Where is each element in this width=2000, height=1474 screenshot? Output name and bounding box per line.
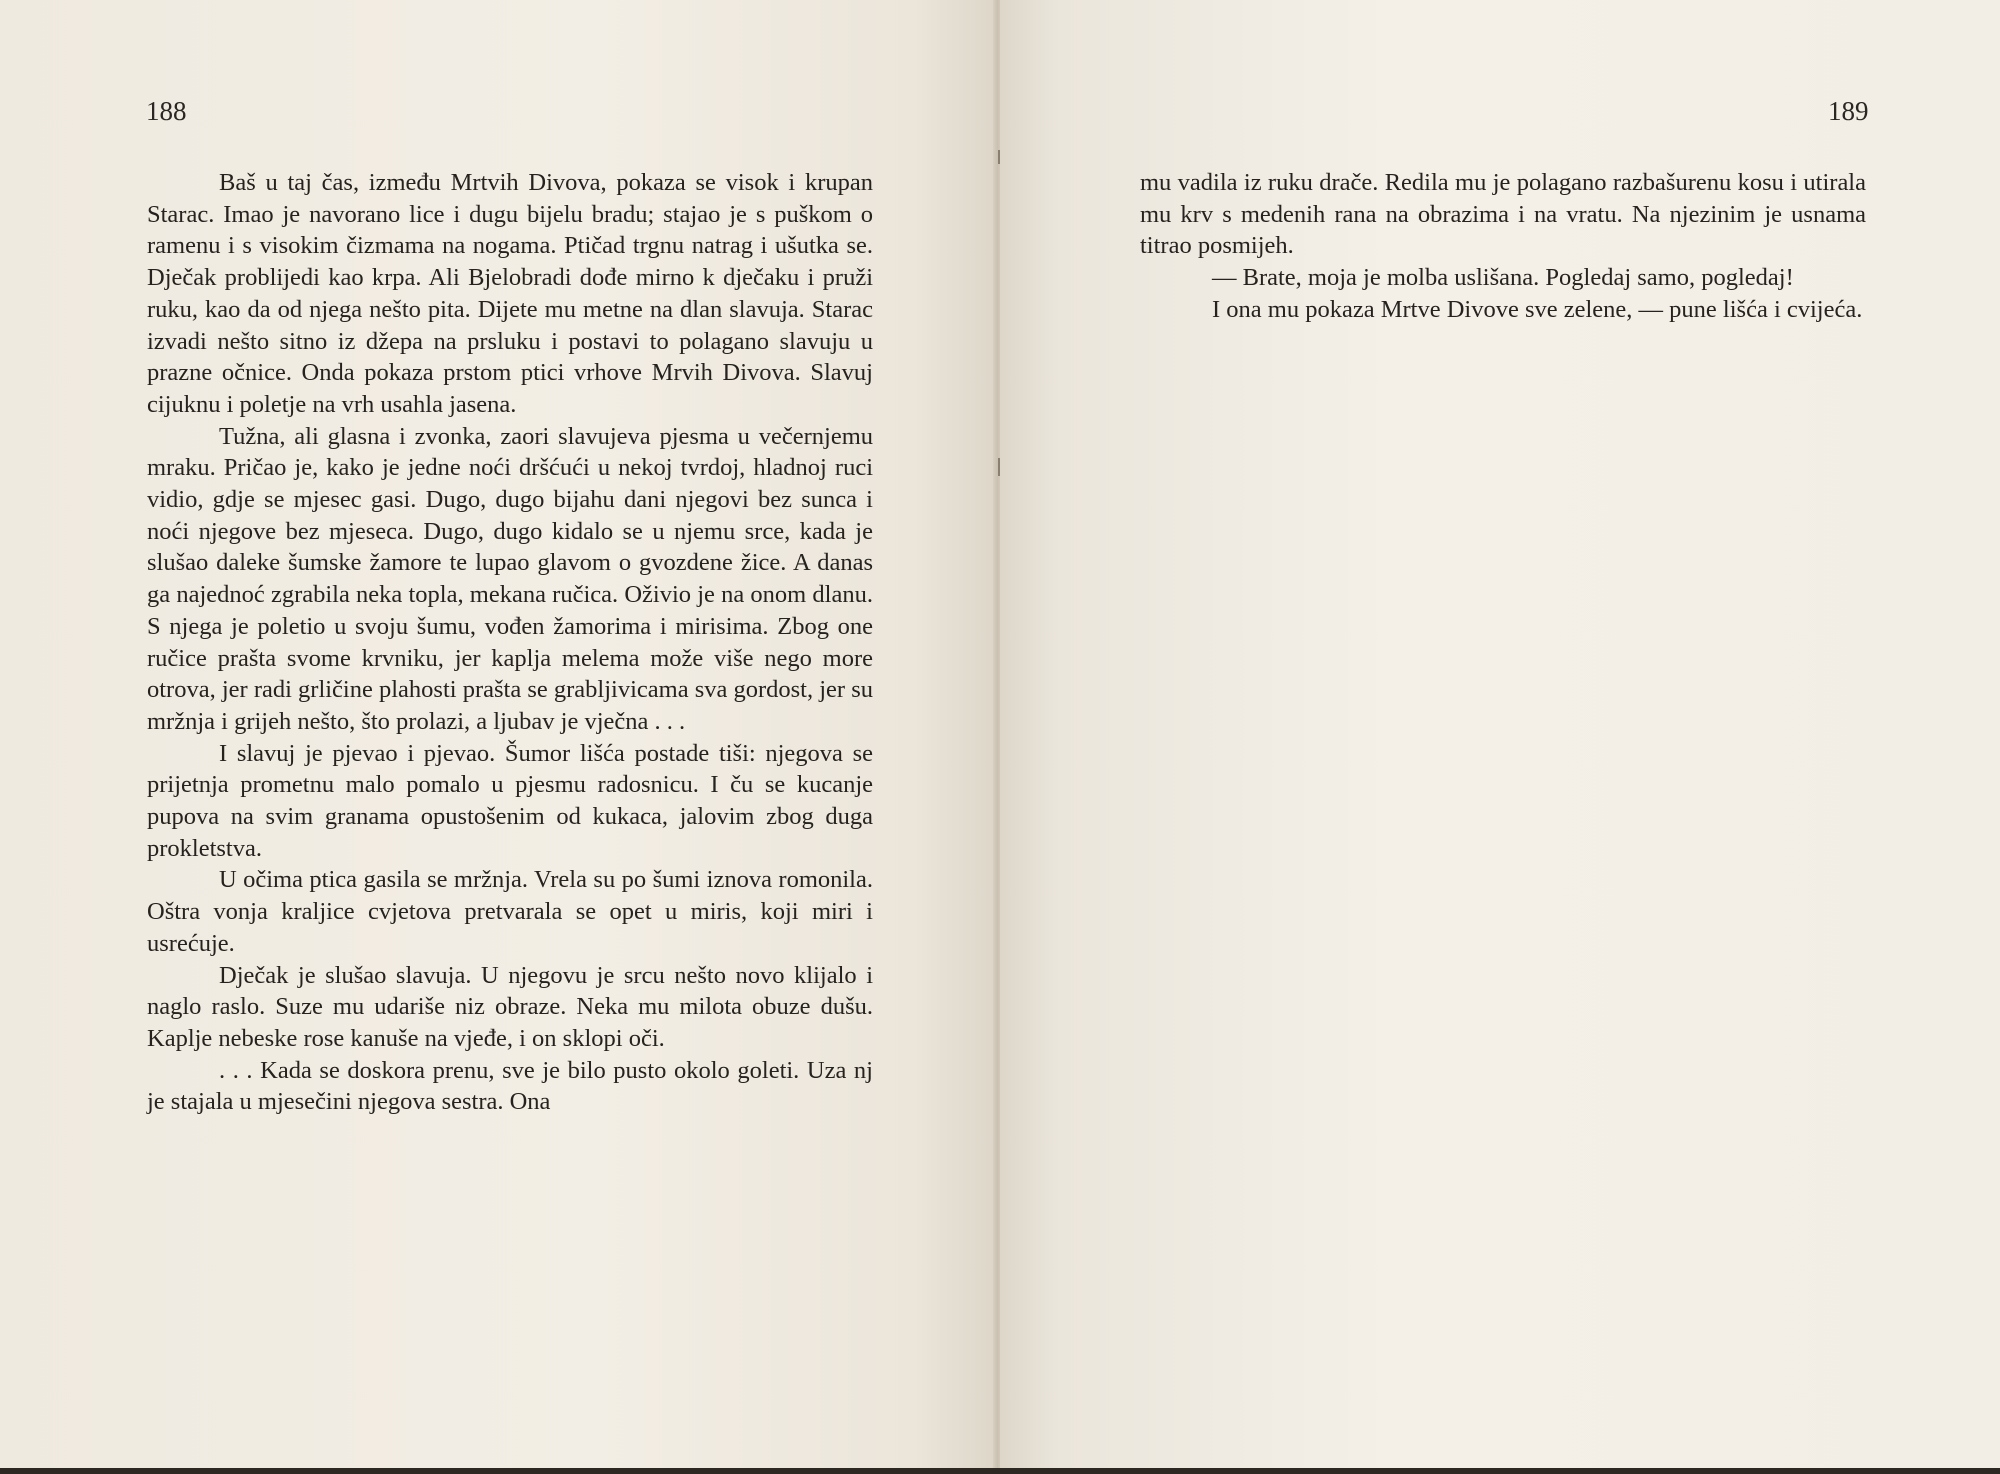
paragraph: — Brate, moja je molba uslišana. Pogledaj samo, pogledaj! [1212, 264, 1794, 292]
page-bottom-edge [0, 1468, 2000, 1474]
paragraph: Dječak je slušao slavuja. U njegovu je srcu nešto novo klijalo i naglo raslo. Suze mu udariše niz obraze. Neka mu milota obuze dušu. Kaplje nebeske rose kanuše na vjeđe, i on sklopi oči. [147, 961, 873, 1052]
paragraph: I ona mu pokaza Mrtve Divove sve zelene, — pune lišća i cvijeća. [1212, 295, 1863, 323]
left-page-text [147, 167, 873, 1118]
paragraph: Tužna, ali glasna i zvonka, zaori slavujeva pjesma u večernjemu mraku. Pričao je, kako je jedne noći dršćući u nekoj tvrdoj, hladnoj ruci vidio, gdje se mjesec gasi. Dugo, dugo bijahu dani njegovi bez sunca i noći njegove bez mjeseca. Dugo, dugo kidalo se u njemu srce, kada je slušao daleke šumske žamore te lupao glavom o gvozdene žice. A danas ga najednoć zgrabila neka topla, mekana ručica. Oživio je na onom dlanu. S njega je poletio u svoju šumu, vođen žamorima i mirisima. Zbog one ručice prašta svome krvniku, jer kaplja melema može više nego more otrova, jer radi grličine plahosti prašta se grabljivicama sva gordost, jer su mržnja i grijeh nešto, što prolazi, a ljubav je vječna . . . [147, 422, 873, 735]
paragraph: Baš u taj čas, između Mrtvih Divova, pokaza se visok i krupan Starac. Imao je navorano lice i dugu bijelu bradu; stajao je s puškom o ramenu i s visokim čizmama na nogama. Ptičad trgnu natrag i ušutka se. Dječak problijedi kao krpa. Ali Bjelobradi dođe mirno k dječaku i pruži ruku, kao da od njega nešto pita. Dijete mu metne na dlan slavuja. Starac izvadi nešto sitno iz džepa na prsluku i postavi to polagano slavuju u prazne očnice. Onda pokaza prstom ptici vrhove Mrvih Divova. Slavuj cijuknu i poletje na vrh usahla jasena. [147, 169, 873, 418]
paragraph: mu vadila iz ruku drače. Redila mu je polagano razbašurenu kosu i utirala mu krv s medenih rana na obrazima i na vratu. Na njezinim je usnama titrao posmijeh. [1140, 169, 1866, 260]
left-page [0, 0, 995, 1474]
page-number-right: 189 [1828, 96, 1869, 126]
page-number-left: 188 [146, 96, 187, 126]
paragraph: . . . Kada se doskora prenu, sve je bilo pusto okolo goleti. Uza nj je stajala u mjesečini njegova sestra. Ona [147, 1056, 873, 1116]
paragraph: U očima ptica gasila se mržnja. Vrela su po šumi iznova romonila. Oštra vonja kraljice cvjetova pretvarala se opet u miris, koji miri i usrećuje. [147, 866, 873, 957]
right-page-text [1140, 167, 1866, 326]
paragraph: I slavuj je pjevao i pjevao. Šumor lišća postade tiši: njegova se prijetnja prometnu malo pomalo u pjesmu radosnicu. I ču se kucanje pupova na svim granama opustošenim od kukaca, jalovim zbog duga prokletstva. [147, 739, 873, 862]
